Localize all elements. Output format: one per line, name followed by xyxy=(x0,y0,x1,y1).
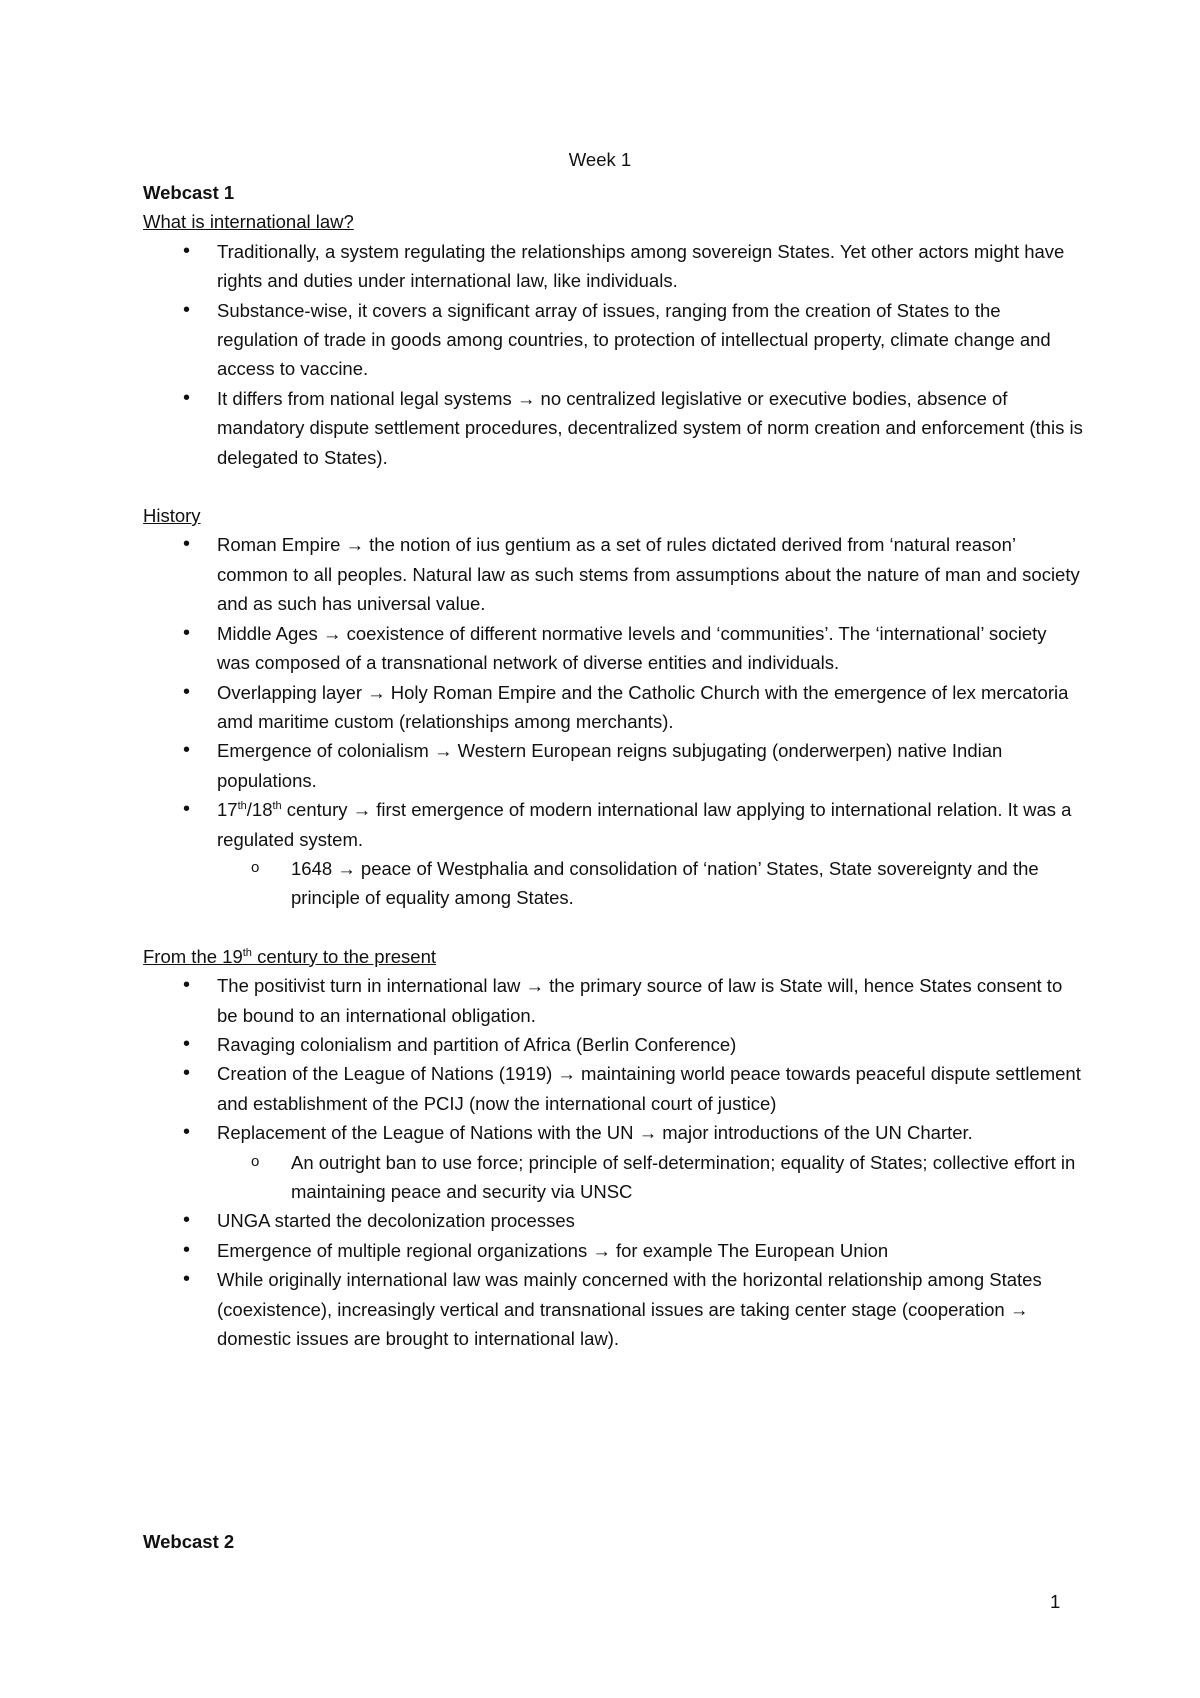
list-item: • Overlapping layer → Holy Roman Empire and the Catholic Church with the emergence of lex mercatoria amd maritime custom (relationships among merchants). xyxy=(143,678,1083,737)
century-number: 17 xyxy=(217,799,238,821)
list-item: • Ravaging colonialism and partition of Africa (Berlin Conference) xyxy=(143,1030,1083,1059)
bullet-list-history xyxy=(143,530,1083,853)
century-number: /18 xyxy=(246,799,273,821)
heading-text: century to the present xyxy=(251,945,437,967)
superscript: th xyxy=(242,946,252,959)
superscript: th xyxy=(272,799,282,812)
section-heading-history: History xyxy=(143,505,201,527)
section-heading-what-is-international-law: What is international law? xyxy=(143,211,354,233)
sub-list-item: o 1648 → peace of Westphalia and consolidation of ‘nation’ States, State sovereignty and the principle of equality among States. xyxy=(143,854,1083,913)
list-item: • Emergence of multiple regional organizations → for example The European Union xyxy=(143,1236,1083,1265)
webcast-2-heading: Webcast 2 xyxy=(143,1531,235,1552)
sub-bullet-list-history xyxy=(143,854,1083,913)
century-text: century → first emergence of modern international law applying to international relation. It was a regulated system. xyxy=(217,799,1072,850)
list-item-century xyxy=(143,795,1083,854)
list-item: • Emergence of colonialism → Western European reigns subjugating (onderwerpen) native Indian populations. xyxy=(143,736,1083,795)
list-item: • Middle Ages → coexistence of different normative levels and ‘communities’. The ‘international’ society was composed of a transnational network of diverse entities and individuals. xyxy=(143,619,1083,678)
document-title: Week 1 xyxy=(568,149,632,170)
webcast-1-heading: Webcast 1 xyxy=(143,182,235,203)
list-item: • Creation of the League of Nations (1919) → maintaining world peace towards peaceful dispute settlement and establishment of the PCIJ (now the international court of justice) xyxy=(143,1059,1083,1118)
sub-bullet-list-19th-century xyxy=(143,1148,1083,1207)
list-item: • UNGA started the decolonization processes xyxy=(143,1206,1083,1235)
sub-list-item: o An outright ban to use force; principle of self-determination; equality of States; collective effort in maintaining peace and security via UNSC xyxy=(143,1148,1083,1207)
bullet-list-19th-century-continued xyxy=(143,1206,1083,1353)
list-item: • It differs from national legal systems → no centralized legislative or executive bodies, absence of mandatory dispute settlement procedures, decentralized system of norm creation and enforcement (this is delegated to States). xyxy=(143,384,1083,472)
page-number: 1 xyxy=(1050,1591,1061,1612)
section-heading-19th-century xyxy=(143,942,1083,971)
document-body xyxy=(143,178,1083,1353)
list-item: • Roman Empire → the notion of ius gentium as a set of rules dictated derived from ‘natural reason’ common to all peoples. Natural law as such stems from assumptions about the nature of man and society and as such has universal value. xyxy=(143,530,1083,618)
bullet-list-19th-century xyxy=(143,971,1083,1147)
heading-text: From the 19 xyxy=(143,945,243,967)
list-item: • The positivist turn in international law → the primary source of law is State will, hence States consent to be bound to an international obligation. xyxy=(143,971,1083,1030)
list-item: • Substance-wise, it covers a significant array of issues, ranging from the creation of States to the regulation of trade in goods among countries, to protection of intellectual property, climate change and access to vaccine. xyxy=(143,296,1083,384)
superscript: th xyxy=(237,799,247,812)
list-item: • While originally international law was mainly concerned with the horizontal relationship among States (coexistence), increasingly vertical and transnational issues are taking center stage (cooperation → domestic issues are brought to international law). xyxy=(143,1265,1083,1353)
list-item: • Traditionally, a system regulating the relationships among sovereign States. Yet other actors might have rights and duties under international law, like individuals. xyxy=(143,237,1083,296)
bullet-list-what-is-international-law xyxy=(143,237,1083,472)
list-item: • Replacement of the League of Nations with the UN → major introductions of the UN Charter. xyxy=(143,1118,1083,1147)
